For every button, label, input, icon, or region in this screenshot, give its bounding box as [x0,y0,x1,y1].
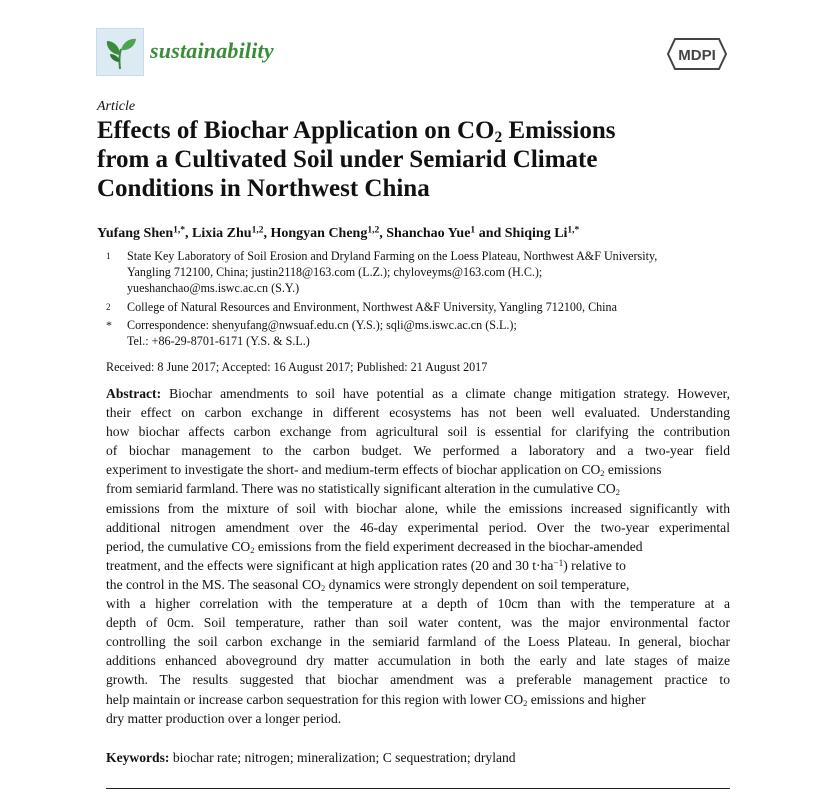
abstract-line: treatment, and the effects were significant at high application rates (20 and 30 $t\cdot ha^{-1}$) relative to [106,557,626,573]
abstract-line: growth. The results suggested that biochar amendment was a preferable management practice to [106,672,730,688]
author-affil-marker: 1 [470,225,476,236]
article-title [97,116,737,203]
correspondence-marker: * [106,318,112,332]
abstract-line: emissions from the mixture of soil with biochar alone, while the emissions increased significantly with [106,500,730,516]
article-type: Article [97,99,136,114]
abstract-line: their effect on carbon exchange in different ecosystems has not been well evaluated. Understanding [106,405,730,421]
abstract-label: Abstract: [106,386,162,401]
abstract-line: how biochar affects carbon exchange from agricultural soil is essential for clarifying the contribution [106,424,730,440]
leaf-sprout-icon [97,29,143,75]
abstract-line: additional nitrogen amendment over the 46-day experimental period. Over the two-year experimental [106,519,730,535]
affiliation-number: 1 [106,251,111,261]
author-name: Yufang Shen [97,226,174,241]
journal-logo [96,28,144,76]
title-line-1: Effects of Biochar Application on $CO_2$ Emissions [97,117,616,146]
affiliation-number: 2 [106,302,111,312]
keywords [106,750,516,766]
author-name: Shiqing Li [504,226,568,241]
abstract [106,384,730,728]
keywords-text: biochar rate; nitrogen; mineralization; C sequestration; dryland [172,750,516,765]
publisher-logo [667,38,727,70]
abstract-line: experiment to investigate the short- and medium-term effects of biochar application on $CO_2$ emissions [106,462,662,479]
abstract-line: the control in the MS. The seasonal $CO_2$ dynamics were strongly dependent on soil temperature, [106,576,630,594]
abstract-line: help maintain or increase carbon sequestration for this region with lower $CO_2$ emissions and higher [106,691,646,708]
author-list: Yufang Shen$^{1,*}$, Lixia Zhu$^{1,2}$, Hongyan Cheng$^{1,2}$, Shanchao Yue$^1$ and Shiqing $Li^{1,*}$ [97,225,580,241]
journal-name: sustainability [150,38,274,63]
abstract-line: controlling the soil carbon exchange in the semiarid farmland of the Loess Plateau. In general, biochar [106,634,730,650]
abstract-line: Abstract: Biochar amendments to soil have potential as a climate change mitigation strategy. However, [106,386,730,401]
abstract-line: from semiarid farmland. There was no statistically significant alteration in the cumulative $CO_2$ [106,481,620,498]
section-divider [106,788,730,789]
author-affil-marker: 1,2 [367,225,380,236]
author-affil-marker: 1,2 [251,225,264,236]
author-name: Shanchao Yue [386,226,471,241]
author-name: Hongyan Cheng [270,226,368,241]
abstract-line: period, the cumulative $CO_2$ emissions from the field experiment decreased in the biochar-amended [106,538,643,555]
author-affil-marker: 1,* [567,225,580,236]
publisher-name: MDPI [678,47,716,64]
author-name: Lixia Zhu [192,226,252,241]
title-line-2: from a Cultivated Soil under Semiarid Climate [97,146,598,173]
keywords-label: Keywords: [106,750,170,765]
author-affil-marker: 1,* [173,225,186,236]
title-line-3: Conditions in Northwest China [97,175,430,202]
abstract-line: additions enhanced aboveground dry matter accumulation in both the early and late stages of maize [106,653,730,669]
abstract-line: depth of 0cm. Soil temperature, rather than soil water content, was the major environmental factor [106,615,730,631]
abstract-line: of biochar management to the carbon budget. We performed a laboratory and a two-year field [106,443,730,459]
abstract-line: with a higher correlation with the temperature at a depth of 10cm than with the temperature at a [106,596,730,612]
abstract-line: dry matter production over a longer period. [106,710,342,726]
publication-dates: Received: 8 June 2017; Accepted: 16 August 2017; Published: 21 August 2017 [106,360,488,374]
